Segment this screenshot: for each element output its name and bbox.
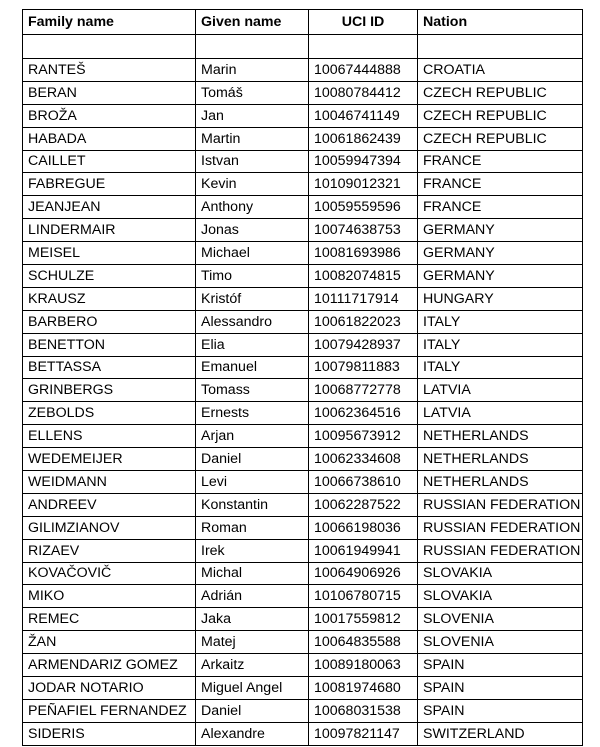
blank-row xyxy=(23,35,583,59)
given-name-cell: Irek xyxy=(196,539,309,562)
given-name-cell: Kevin xyxy=(196,173,309,196)
family-name-cell: BROŽA xyxy=(23,104,196,127)
table-row xyxy=(23,516,583,539)
uci-id-cell: 10046741149 xyxy=(309,104,418,127)
given-name-cell: Emanuel xyxy=(196,356,309,379)
family-name-cell: JODAR NOTARIO xyxy=(23,677,196,700)
uci-id-cell: 10062287522 xyxy=(309,493,418,516)
table-row xyxy=(23,59,583,82)
table-row xyxy=(23,196,583,219)
column-header-family-name: Family name xyxy=(23,10,196,35)
uci-id-cell: 10080784412 xyxy=(309,81,418,104)
table-row xyxy=(23,287,583,310)
table-row xyxy=(23,173,583,196)
nation-cell: ITALY xyxy=(418,310,583,333)
given-name-cell: Marin xyxy=(196,59,309,82)
table-header xyxy=(23,10,583,35)
nation-cell: FRANCE xyxy=(418,173,583,196)
table-row xyxy=(23,539,583,562)
family-name-cell: WEIDMANN xyxy=(23,471,196,494)
family-name-cell: SCHULZE xyxy=(23,265,196,288)
nation-cell: LATVIA xyxy=(418,379,583,402)
given-name-cell: Miguel Angel xyxy=(196,677,309,700)
table-row xyxy=(23,585,583,608)
given-name-cell: Tomáš xyxy=(196,81,309,104)
family-name-cell: JEANJEAN xyxy=(23,196,196,219)
riders-document xyxy=(22,9,583,746)
uci-id-cell: 10061949941 xyxy=(309,539,418,562)
table-row xyxy=(23,127,583,150)
family-name-cell: BERAN xyxy=(23,81,196,104)
given-name-cell: Matej xyxy=(196,631,309,654)
given-name-cell: Jonas xyxy=(196,219,309,242)
table-row xyxy=(23,493,583,516)
table-row xyxy=(23,150,583,173)
table-row xyxy=(23,699,583,722)
uci-id-cell: 10059947394 xyxy=(309,150,418,173)
nation-cell: SWITZERLAND xyxy=(418,722,583,745)
table-row xyxy=(23,677,583,700)
family-name-cell: REMEC xyxy=(23,608,196,631)
given-name-cell: Konstantin xyxy=(196,493,309,516)
uci-id-cell: 10062334608 xyxy=(309,448,418,471)
table-body xyxy=(23,35,583,746)
uci-id-cell: 10064906926 xyxy=(309,562,418,585)
table-row xyxy=(23,654,583,677)
given-name-cell: Arjan xyxy=(196,425,309,448)
family-name-cell: GILIMZIANOV xyxy=(23,516,196,539)
uci-id-cell: 10064835588 xyxy=(309,631,418,654)
nation-cell: SPAIN xyxy=(418,654,583,677)
given-name-cell: Roman xyxy=(196,516,309,539)
uci-id-cell: 10106780715 xyxy=(309,585,418,608)
nation-cell: SLOVENIA xyxy=(418,631,583,654)
uci-id-cell: 10082074815 xyxy=(309,265,418,288)
uci-id-cell: 10066738610 xyxy=(309,471,418,494)
family-name-cell: PEÑAFIEL FERNANDEZ xyxy=(23,699,196,722)
nation-cell: NETHERLANDS xyxy=(418,425,583,448)
given-name-cell: Daniel xyxy=(196,448,309,471)
uci-id-cell: 10066198036 xyxy=(309,516,418,539)
uci-id-cell: 10017559812 xyxy=(309,608,418,631)
uci-id-cell: 10079811883 xyxy=(309,356,418,379)
nation-cell: FRANCE xyxy=(418,196,583,219)
uci-id-cell: 10067444888 xyxy=(309,59,418,82)
family-name-cell: GRINBERGS xyxy=(23,379,196,402)
given-name-cell: Arkaitz xyxy=(196,654,309,677)
nation-cell: RUSSIAN FEDERATION xyxy=(418,539,583,562)
uci-id-cell: 10062364516 xyxy=(309,402,418,425)
given-name-cell: Adrián xyxy=(196,585,309,608)
uci-id-cell: 10089180063 xyxy=(309,654,418,677)
given-name-cell: Alessandro xyxy=(196,310,309,333)
table-row xyxy=(23,562,583,585)
column-header-nation: Nation xyxy=(418,10,583,35)
column-header-given-name: Given name xyxy=(196,10,309,35)
uci-id-cell: 10081974680 xyxy=(309,677,418,700)
given-name-cell: Istvan xyxy=(196,150,309,173)
given-name-cell: Martin xyxy=(196,127,309,150)
column-header-uci-id: UCI ID xyxy=(309,10,418,35)
family-name-cell: BARBERO xyxy=(23,310,196,333)
uci-id-cell: 10068772778 xyxy=(309,379,418,402)
nation-cell: GERMANY xyxy=(418,219,583,242)
given-name-cell: Daniel xyxy=(196,699,309,722)
nation-cell: NETHERLANDS xyxy=(418,471,583,494)
nation-cell: SLOVAKIA xyxy=(418,585,583,608)
nation-cell: CZECH REPUBLIC xyxy=(418,104,583,127)
given-name-cell: Jan xyxy=(196,104,309,127)
family-name-cell: KRAUSZ xyxy=(23,287,196,310)
family-name-cell: RIZAEV xyxy=(23,539,196,562)
given-name-cell: Michal xyxy=(196,562,309,585)
uci-id-cell: 10061822023 xyxy=(309,310,418,333)
blank-cell xyxy=(196,35,309,59)
nation-cell: NETHERLANDS xyxy=(418,448,583,471)
uci-id-cell: 10059559596 xyxy=(309,196,418,219)
table-row xyxy=(23,265,583,288)
table-row xyxy=(23,219,583,242)
family-name-cell: ANDREEV xyxy=(23,493,196,516)
nation-cell: SLOVAKIA xyxy=(418,562,583,585)
uci-id-cell: 10061862439 xyxy=(309,127,418,150)
blank-cell xyxy=(23,35,196,59)
table-row xyxy=(23,81,583,104)
nation-cell: LATVIA xyxy=(418,402,583,425)
nation-cell: GERMANY xyxy=(418,242,583,265)
given-name-cell: Timo xyxy=(196,265,309,288)
nation-cell: CZECH REPUBLIC xyxy=(418,127,583,150)
nation-cell: CZECH REPUBLIC xyxy=(418,81,583,104)
uci-id-cell: 10109012321 xyxy=(309,173,418,196)
table-row xyxy=(23,425,583,448)
table-row xyxy=(23,242,583,265)
nation-cell: SPAIN xyxy=(418,677,583,700)
given-name-cell: Anthony xyxy=(196,196,309,219)
uci-id-cell: 10111717914 xyxy=(309,287,418,310)
table-row xyxy=(23,104,583,127)
header-row xyxy=(23,10,583,35)
nation-cell: FRANCE xyxy=(418,150,583,173)
nation-cell: CROATIA xyxy=(418,59,583,82)
given-name-cell: Michael xyxy=(196,242,309,265)
blank-cell xyxy=(418,35,583,59)
table-row xyxy=(23,402,583,425)
nation-cell: GERMANY xyxy=(418,265,583,288)
uci-id-cell: 10081693986 xyxy=(309,242,418,265)
nation-cell: RUSSIAN FEDERATION xyxy=(418,493,583,516)
uci-id-cell: 10068031538 xyxy=(309,699,418,722)
family-name-cell: MEISEL xyxy=(23,242,196,265)
table-row xyxy=(23,722,583,745)
given-name-cell: Tomass xyxy=(196,379,309,402)
family-name-cell: BETTASSA xyxy=(23,356,196,379)
family-name-cell: KOVAČOVIČ xyxy=(23,562,196,585)
table-row xyxy=(23,356,583,379)
nation-cell: ITALY xyxy=(418,333,583,356)
family-name-cell: HABADA xyxy=(23,127,196,150)
table-row xyxy=(23,631,583,654)
family-name-cell: RANTEŠ xyxy=(23,59,196,82)
table-row xyxy=(23,471,583,494)
given-name-cell: Alexandre xyxy=(196,722,309,745)
uci-id-cell: 10079428937 xyxy=(309,333,418,356)
family-name-cell: MIKO xyxy=(23,585,196,608)
table-row xyxy=(23,310,583,333)
given-name-cell: Ernests xyxy=(196,402,309,425)
table-row xyxy=(23,448,583,471)
family-name-cell: ZEBOLDS xyxy=(23,402,196,425)
uci-id-cell: 10074638753 xyxy=(309,219,418,242)
uci-id-cell: 10097821147 xyxy=(309,722,418,745)
nation-cell: SLOVENIA xyxy=(418,608,583,631)
given-name-cell: Levi xyxy=(196,471,309,494)
family-name-cell: ŽAN xyxy=(23,631,196,654)
family-name-cell: FABREGUE xyxy=(23,173,196,196)
family-name-cell: LINDERMAIR xyxy=(23,219,196,242)
nation-cell: ITALY xyxy=(418,356,583,379)
given-name-cell: Jaka xyxy=(196,608,309,631)
family-name-cell: ELLENS xyxy=(23,425,196,448)
nation-cell: HUNGARY xyxy=(418,287,583,310)
table-row xyxy=(23,333,583,356)
table-row xyxy=(23,379,583,402)
family-name-cell: BENETTON xyxy=(23,333,196,356)
blank-cell xyxy=(309,35,418,59)
riders-table xyxy=(22,9,583,746)
given-name-cell: Kristóf xyxy=(196,287,309,310)
family-name-cell: ARMENDARIZ GOMEZ xyxy=(23,654,196,677)
family-name-cell: WEDEMEIJER xyxy=(23,448,196,471)
given-name-cell: Elia xyxy=(196,333,309,356)
family-name-cell: SIDERIS xyxy=(23,722,196,745)
nation-cell: SPAIN xyxy=(418,699,583,722)
family-name-cell: CAILLET xyxy=(23,150,196,173)
uci-id-cell: 10095673912 xyxy=(309,425,418,448)
table-row xyxy=(23,608,583,631)
nation-cell: RUSSIAN FEDERATION xyxy=(418,516,583,539)
